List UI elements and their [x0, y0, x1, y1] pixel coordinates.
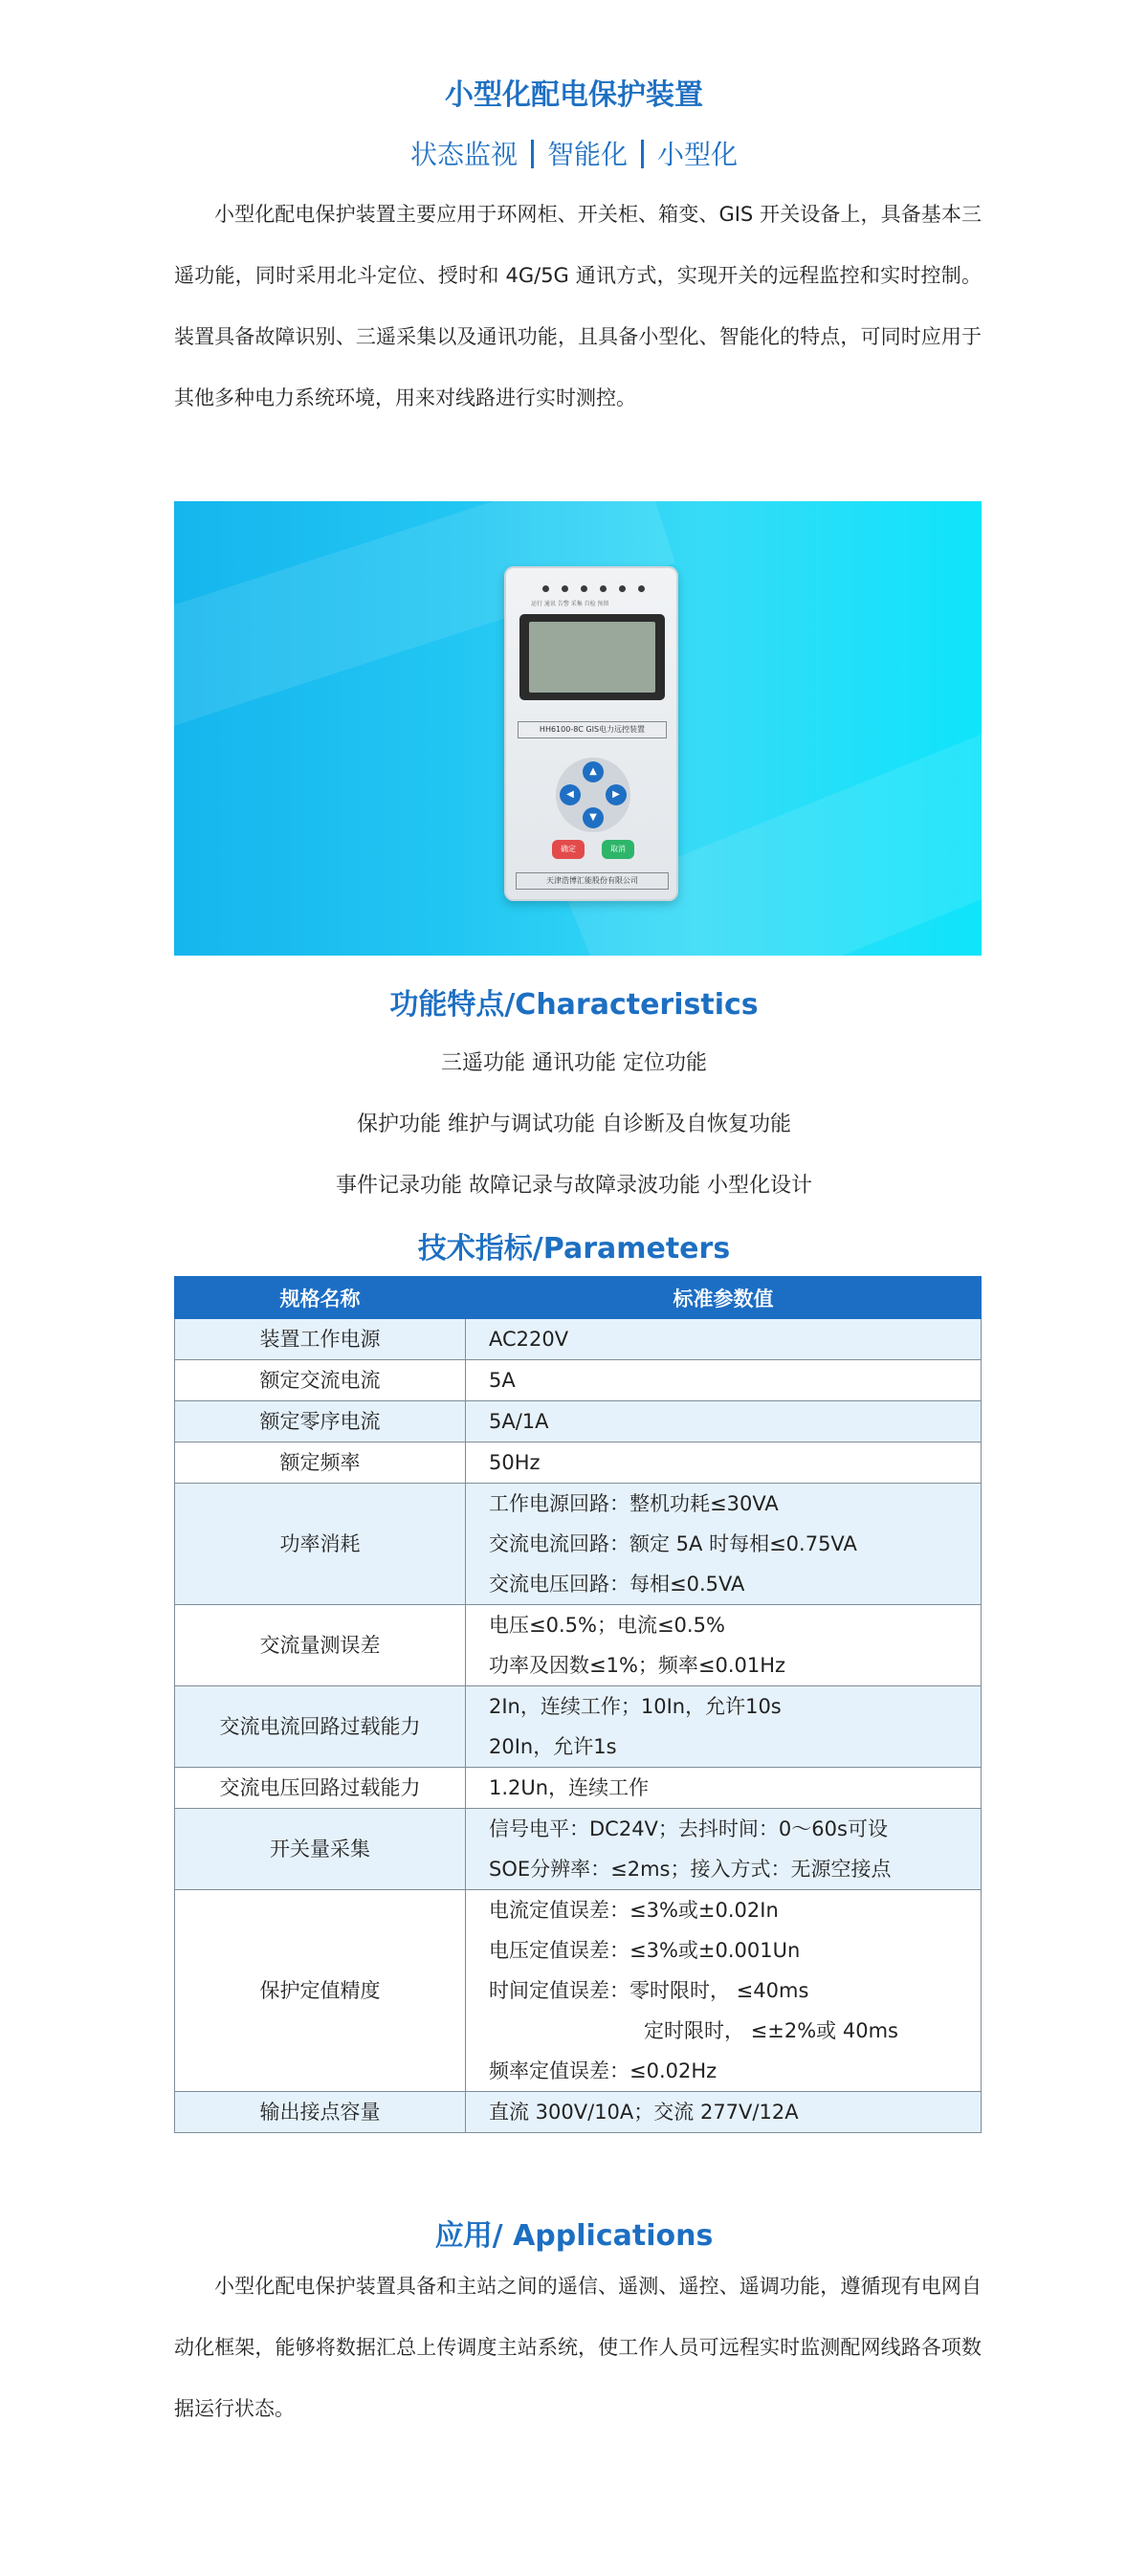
tag-line	[0, 134, 1148, 172]
led-indicator	[638, 585, 645, 592]
arrow-up-icon: ▲	[583, 761, 604, 782]
param-value: 2In，连续工作；10In，允许10s 20In，允许1s	[466, 1686, 982, 1768]
param-name: 功率消耗	[175, 1484, 466, 1605]
led-labels: 运行 通讯 告警 采集 自检 预留	[531, 601, 609, 607]
param-value: 5A	[466, 1360, 982, 1401]
navigation-pad	[556, 758, 630, 832]
param-name: 额定频率	[175, 1442, 466, 1484]
device-model-label: HH6100-8C GIS电力远控装置	[518, 721, 667, 738]
applications-heading: 应用/ Applications	[434, 2219, 714, 2253]
tag-divider	[641, 140, 644, 168]
param-value: 1.2Un，连续工作	[466, 1768, 982, 1809]
param-value: 信号电平：DC24V；去抖时间：0～60s可设 SOE分辨率：≤2ms；接入方式：无源空接点	[466, 1809, 982, 1890]
param-value: 直流 300V/10A；交流 277V/12A	[466, 2092, 982, 2133]
led-indicator	[581, 585, 587, 592]
parameters-table	[174, 1276, 982, 2133]
table-row	[175, 1605, 982, 1686]
tag-divider	[531, 140, 534, 168]
device-confirm-key: 确定	[552, 840, 585, 859]
tag-compact: 小型化	[657, 139, 739, 170]
param-name: 交流电流回路过载能力	[175, 1686, 466, 1768]
lcd-display	[529, 622, 655, 693]
table-row	[175, 2092, 982, 2133]
product-image	[174, 501, 982, 956]
param-value: AC220V	[466, 1319, 982, 1360]
device-cancel-key: 取消	[602, 840, 634, 859]
arrow-down-icon: ▼	[583, 807, 604, 828]
feature-line: 三遥功能 通讯功能 定位功能	[441, 1051, 707, 1075]
column-header-name: 规格名称	[175, 1277, 466, 1319]
led-indicator	[542, 585, 549, 592]
device-body	[504, 566, 678, 901]
table-row	[175, 1319, 982, 1360]
param-value: 工作电源回路：整机功耗≤30VA 交流电流回路：额定 5A 时每相≤0.75VA 交流电压回路：每相≤0.5VA	[466, 1484, 982, 1605]
param-name: 开关量采集	[175, 1809, 466, 1890]
param-value: 电流定值误差：≤3%或±0.02In 电压定值误差：≤3%或±0.001Un 时间定值误差：零时限时， ≤40ms 定时限时， ≤±2%或 40ms 频率定值误差：≤0.02Hz	[466, 1890, 982, 2092]
param-value: 50Hz	[466, 1442, 982, 1484]
table-row	[175, 1360, 982, 1401]
column-header-value: 标准参数值	[466, 1277, 982, 1319]
parameters-heading: 技术指标/Parameters	[417, 1232, 731, 1266]
table-row	[175, 1401, 982, 1442]
arrow-right-icon: ▶	[606, 784, 627, 805]
param-name: 交流量测误差	[175, 1605, 466, 1686]
led-row	[542, 585, 645, 592]
tag-smart: 智能化	[546, 139, 628, 170]
applications-paragraph: 小型化配电保护装置具备和主站之间的遥信、遥测、遥控、遥调功能，遵循现有电网自动化框架，能够将数据汇总上传调度主站系统，使工作人员可远程实时监测配网线路各项数据运行状态。	[174, 2275, 982, 2420]
page-title: 小型化配电保护装置	[445, 78, 703, 112]
intro-paragraph: 小型化配电保护装置主要应用于环网柜、开关柜、箱变、GIS 开关设备上，具备基本三遥功能，同时采用北斗定位、授时和 4G/5G 通讯方式，实现开关的远程监控和实时控制。装置具备故障识别、三遥采集以及通讯功能，且具备小型化、智能化的特点，可同时应用于其他多种电力系统环境，用来对线路进行实时测控。	[174, 203, 982, 409]
arrow-left-icon: ◀	[560, 784, 581, 805]
led-indicator	[600, 585, 607, 592]
led-indicator	[619, 585, 626, 592]
table-row	[175, 1686, 982, 1768]
param-name: 装置工作电源	[175, 1319, 466, 1360]
led-indicator	[562, 585, 568, 592]
param-name: 额定交流电流	[175, 1360, 466, 1401]
table-row	[175, 1442, 982, 1484]
device-maker-label: 天津浩博汇能股份有限公司	[516, 872, 669, 890]
param-value: 电压≤0.5%；电流≤0.5% 功率及因数≤1%；频率≤0.01Hz	[466, 1605, 982, 1686]
feature-line: 事件记录功能 故障记录与故障录波功能 小型化设计	[336, 1174, 812, 1198]
features-heading: 功能特点/Characteristics	[389, 988, 759, 1022]
param-value: 5A/1A	[466, 1401, 982, 1442]
feature-line: 保护功能 维护与调试功能 自诊断及自恢复功能	[357, 1112, 791, 1136]
table-row	[175, 1768, 982, 1809]
param-name: 输出接点容量	[175, 2092, 466, 2133]
param-name: 保护定值精度	[175, 1890, 466, 2092]
tag-status: 状态监视	[409, 139, 518, 170]
lcd-screen	[519, 614, 665, 700]
table-row	[175, 1890, 982, 2092]
table-header-row	[175, 1277, 982, 1319]
param-name: 交流电压回路过载能力	[175, 1768, 466, 1809]
param-name: 额定零序电流	[175, 1401, 466, 1442]
table-row	[175, 1484, 982, 1605]
table-row	[175, 1809, 982, 1890]
